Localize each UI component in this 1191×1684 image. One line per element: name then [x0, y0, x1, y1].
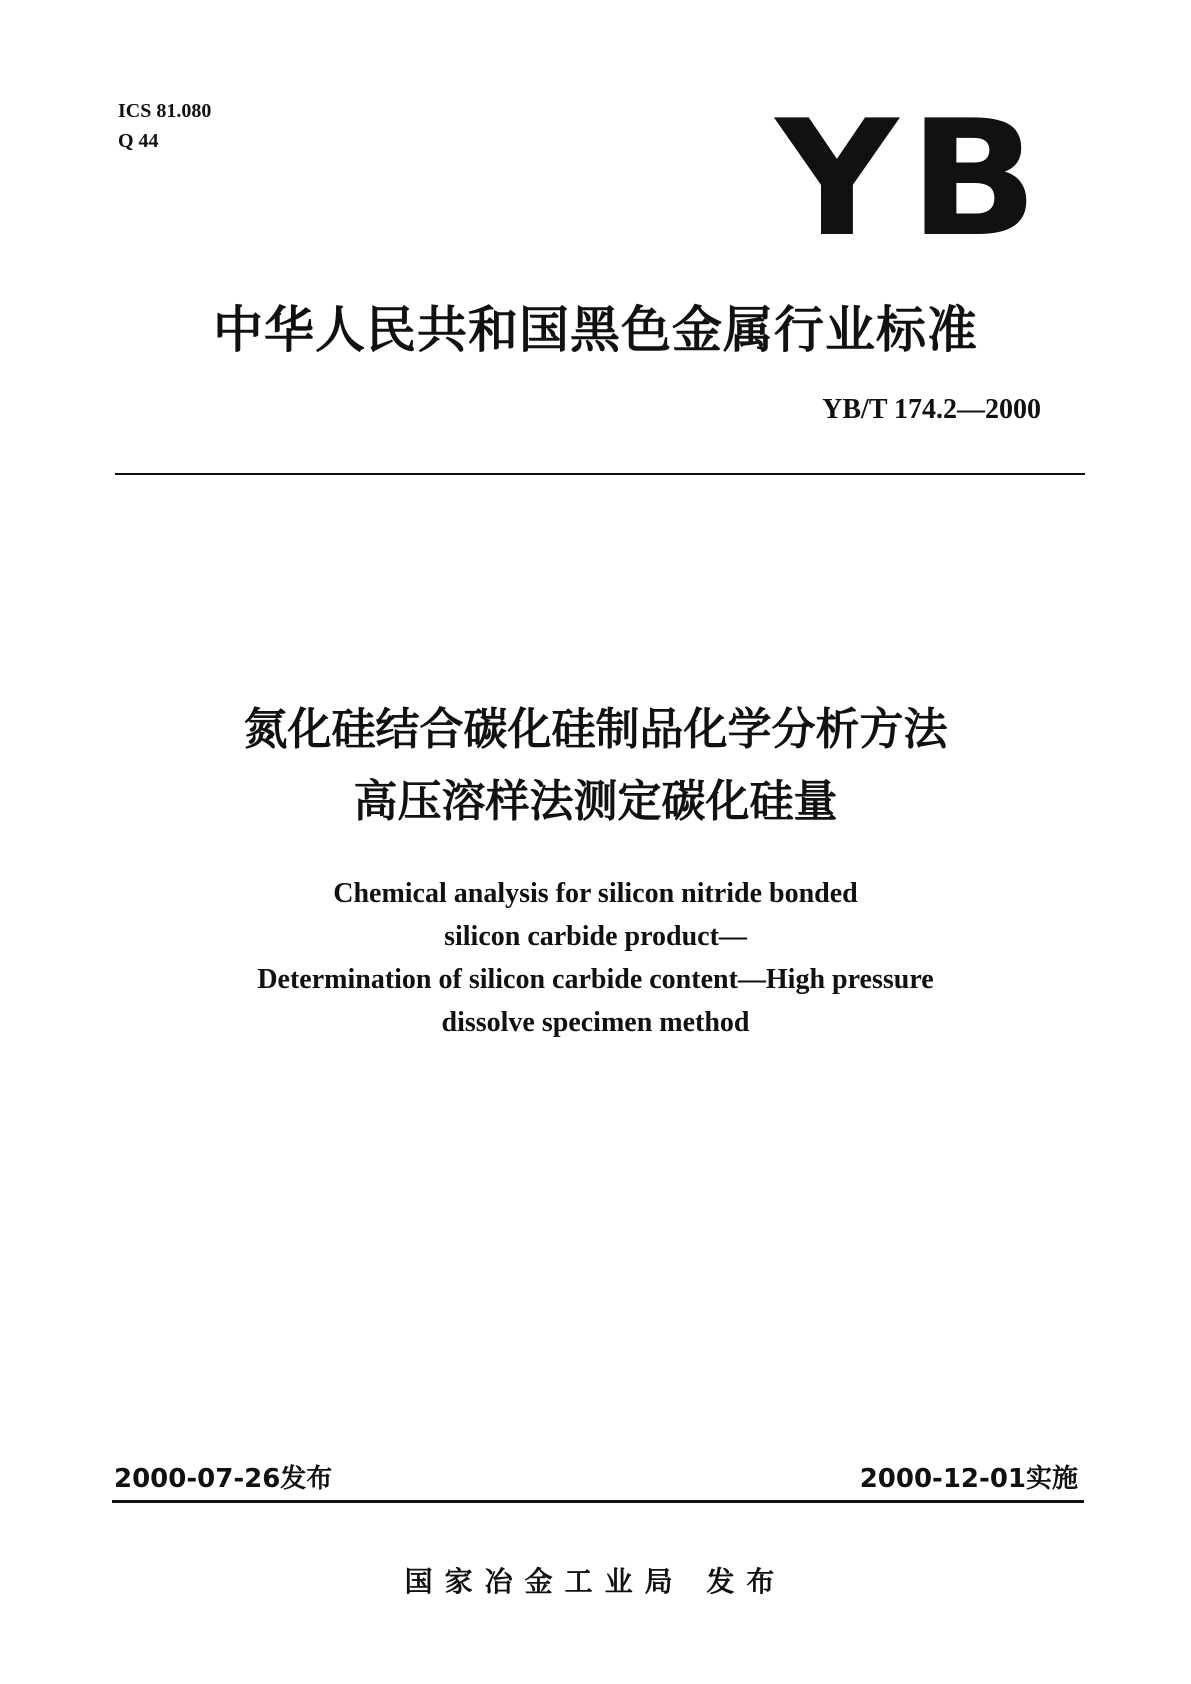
ics-block	[118, 96, 211, 156]
standard-number: YB/T 174.2—2000	[822, 394, 1041, 425]
publisher: 国家冶金工业局 发布	[404, 1565, 787, 1598]
issue-date: 2000-07-26发布	[114, 1464, 333, 1494]
yb-logo: YB	[775, 85, 1049, 272]
english-title-line-1: Chemical analysis for silicon nitride bonded	[333, 878, 858, 909]
english-title-line-2: silicon carbide product—	[444, 921, 747, 952]
english-title-line-4: dissolve specimen method	[441, 1007, 750, 1038]
classification-code: Q 44	[118, 130, 159, 152]
english-title	[0, 872, 1191, 1044]
chinese-title-line-2: 高压溶样法测定碳化硅量	[353, 776, 838, 827]
chinese-title-line-1: 氮化硅结合碳化硅制品化学分析方法	[243, 704, 948, 755]
ics-code: ICS 81.080	[118, 100, 212, 122]
implementation-date: 2000-12-01实施	[859, 1464, 1078, 1494]
english-title-line-3: Determination of silicon carbide content—High pressure	[257, 964, 934, 995]
top-divider	[115, 473, 1085, 475]
industry-standard-title: 中华人民共和国黑色金属行业标准	[213, 301, 978, 359]
chinese-title	[0, 694, 1191, 838]
bottom-divider	[112, 1500, 1084, 1503]
